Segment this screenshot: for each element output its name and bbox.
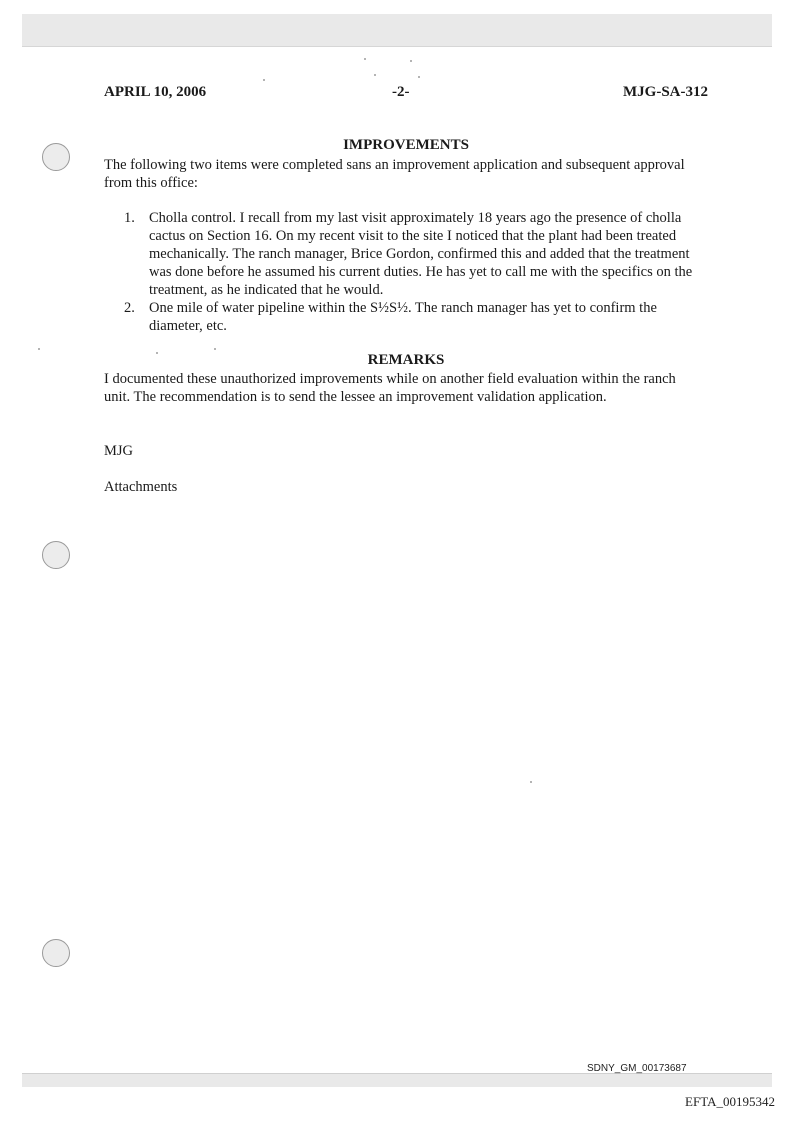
scan-speck xyxy=(263,79,265,81)
improvements-list xyxy=(124,209,710,335)
remarks-text: I documented these unauthorized improvements while on another field evaluation within the ranch unit. The recommendation is to send the lessee an improvement validation application. xyxy=(104,371,676,405)
list-item-number: 2. xyxy=(124,300,135,316)
scan-speck xyxy=(418,76,420,78)
scan-speck xyxy=(38,348,40,350)
list-item-text: One mile of water pipeline within the S½S½. The ranch manager has yet to confirm the diameter, etc. xyxy=(149,300,657,334)
scan-speck xyxy=(530,781,532,783)
improvements-heading: IMPROVEMENTS xyxy=(343,137,469,153)
header-date: APRIL 10, 2006 xyxy=(104,84,207,100)
scan-bottom-band xyxy=(22,1073,772,1087)
efta-number: EFTA_00195342 xyxy=(685,1094,775,1109)
scan-top-band xyxy=(22,14,772,47)
list-item xyxy=(124,209,710,299)
page-header xyxy=(104,84,708,104)
list-item xyxy=(124,299,710,335)
header-page-number: -2- xyxy=(392,84,410,100)
punch-hole xyxy=(42,541,70,569)
list-item-text: Cholla control. I recall from my last visit approximately 18 years ago the presence of cholla cactus on Section 16. On my recent visit to the site I noticed that the plant had been treated mechanically. The ranch manager, Brice Gordon, confirmed this and added that the treatment was done before he assumed his current duties. He has yet to call me with the specifics on the treatment, as he indicated that he would. xyxy=(149,210,693,298)
author-initials: MJG xyxy=(104,443,134,459)
scan-speck xyxy=(410,60,412,62)
improvements-intro: The following two items were completed sans an improvement application and subsequent approval from this office: xyxy=(104,157,685,191)
punch-hole xyxy=(42,143,70,171)
bates-number: SDNY_GM_00173687 xyxy=(587,1063,687,1074)
scan-speck xyxy=(374,74,376,76)
scan-speck xyxy=(214,348,216,350)
list-item-number: 1. xyxy=(124,210,135,226)
header-reference: MJG-SA-312 xyxy=(623,84,708,100)
scan-speck xyxy=(364,58,366,60)
remarks-heading: REMARKS xyxy=(367,352,445,368)
attachments-label: Attachments xyxy=(104,479,178,495)
punch-hole xyxy=(42,939,70,967)
